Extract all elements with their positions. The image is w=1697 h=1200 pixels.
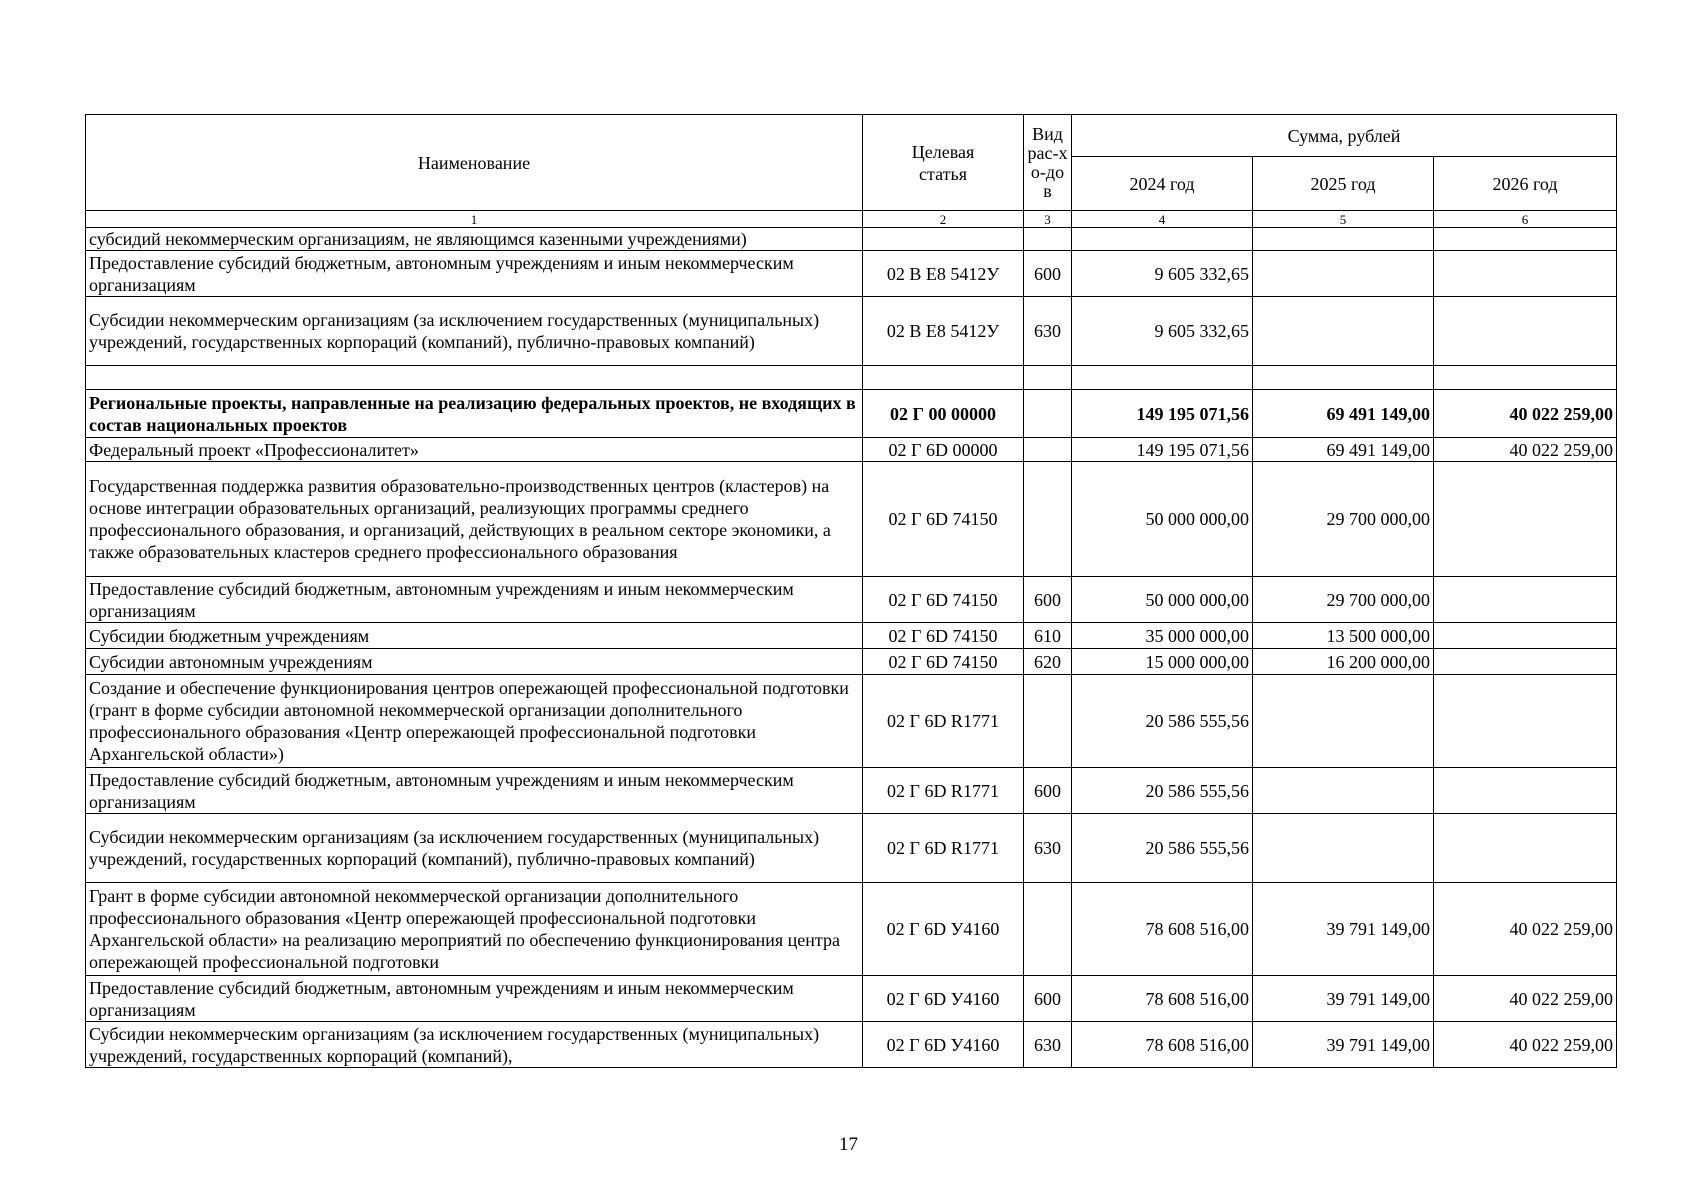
column-numbers-row — [86, 211, 1617, 228]
row-name-cell: Грант в форме субсидии автономной некоммерческой организации дополнительного профессионального образования «Центр опережающей профессиональной подготовки Архангельской области» на реализацию мероприятий по обеспечению функционирования центра опережающей профессиональной подготовки — [86, 883, 863, 976]
row-sum-2025-cell: 39 791 149,00 — [1253, 883, 1434, 976]
row-name-cell: Субсидии некоммерческим организациям (за исключением государственных (муниципальных) учреждений, государственных корпораций (компаний), публично-правовых компаний) — [86, 297, 863, 366]
row-expense-type-cell — [1024, 366, 1072, 390]
row-expense-type-cell — [1024, 438, 1072, 462]
row-expense-type-cell: 630 — [1024, 1022, 1072, 1068]
row-sum-2025-cell: 29 700 000,00 — [1253, 577, 1434, 623]
row-name-cell — [86, 366, 863, 390]
column-number: 2 — [863, 211, 1024, 228]
row-sum-2024-cell: 78 608 516,00 — [1072, 976, 1253, 1022]
row-name-cell: Предоставление субсидий бюджетным, автономным учреждениям и иным некоммерческим организациям — [86, 976, 863, 1022]
table-row — [86, 228, 1617, 251]
table-row — [86, 675, 1617, 768]
row-sum-2025-cell — [1253, 366, 1434, 390]
row-sum-2026-cell — [1434, 297, 1617, 366]
row-expense-type-cell: 610 — [1024, 623, 1072, 649]
table-row — [86, 366, 1617, 390]
column-number: 6 — [1434, 211, 1617, 228]
header-year-2024: 2024 год — [1072, 157, 1253, 211]
row-sum-2024-cell: 9 605 332,65 — [1072, 251, 1253, 297]
row-expense-type-cell — [1024, 390, 1072, 438]
column-number: 3 — [1024, 211, 1072, 228]
row-sum-2026-cell — [1434, 251, 1617, 297]
row-sum-2026-cell — [1434, 649, 1617, 675]
header-year-2026: 2026 год — [1434, 157, 1617, 211]
table-row — [86, 577, 1617, 623]
row-sum-2024-cell: 20 586 555,56 — [1072, 768, 1253, 814]
row-target-article-cell: 02 Г 6D У4160 — [863, 976, 1024, 1022]
row-name-cell: Создание и обеспечение функционирования центров опережающей профессиональной подготовки (грант в форме субсидии автономной некоммерческой организации дополнительного профессионального образования «Центр опережающей профессиональной подготовки Архангельской области») — [86, 675, 863, 768]
row-sum-2024-cell: 50 000 000,00 — [1072, 462, 1253, 577]
row-expense-type-cell: 600 — [1024, 577, 1072, 623]
row-sum-2026-cell — [1434, 768, 1617, 814]
row-target-article-cell: 02 В Е8 5412У — [863, 251, 1024, 297]
row-expense-type-cell: 630 — [1024, 814, 1072, 883]
table-row — [86, 883, 1617, 976]
row-sum-2026-cell: 40 022 259,00 — [1434, 438, 1617, 462]
table-row — [86, 438, 1617, 462]
row-target-article-cell — [863, 228, 1024, 251]
row-sum-2025-cell: 16 200 000,00 — [1253, 649, 1434, 675]
row-sum-2026-cell — [1434, 814, 1617, 883]
row-sum-2025-cell — [1253, 814, 1434, 883]
budget-table — [85, 114, 1617, 1068]
table-row — [86, 297, 1617, 366]
column-number: 4 — [1072, 211, 1253, 228]
row-expense-type-cell — [1024, 883, 1072, 976]
row-sum-2024-cell: 20 586 555,56 — [1072, 814, 1253, 883]
row-sum-2024-cell: 50 000 000,00 — [1072, 577, 1253, 623]
row-sum-2025-cell — [1253, 768, 1434, 814]
row-target-article-cell: 02 Г 00 00000 — [863, 390, 1024, 438]
row-name-cell: Субсидии автономным учреждениям — [86, 649, 863, 675]
row-target-article-cell: 02 Г 6D 00000 — [863, 438, 1024, 462]
row-name-cell: субсидий некоммерческим организациям, не являющимся казенными учреждениями) — [86, 228, 863, 251]
row-target-article-cell: 02 Г 6D 74150 — [863, 462, 1024, 577]
row-sum-2024-cell — [1072, 228, 1253, 251]
row-sum-2025-cell: 29 700 000,00 — [1253, 462, 1434, 577]
row-sum-2024-cell: 78 608 516,00 — [1072, 1022, 1253, 1068]
row-sum-2024-cell: 15 000 000,00 — [1072, 649, 1253, 675]
row-name-cell: Предоставление субсидий бюджетным, автономным учреждениям и иным некоммерческим организациям — [86, 768, 863, 814]
row-sum-2025-cell — [1253, 251, 1434, 297]
row-sum-2024-cell: 20 586 555,56 — [1072, 675, 1253, 768]
row-sum-2026-cell: 40 022 259,00 — [1434, 390, 1617, 438]
row-sum-2024-cell — [1072, 366, 1253, 390]
row-sum-2025-cell: 69 491 149,00 — [1253, 390, 1434, 438]
row-name-cell: Субсидии некоммерческим организациям (за исключением государственных (муниципальных) учреждений, государственных корпораций (компаний), — [86, 1022, 863, 1068]
row-sum-2024-cell: 149 195 071,56 — [1072, 438, 1253, 462]
row-sum-2025-cell — [1253, 297, 1434, 366]
row-target-article-cell: 02 Г 6D 74150 — [863, 649, 1024, 675]
row-expense-type-cell: 620 — [1024, 649, 1072, 675]
row-sum-2025-cell: 13 500 000,00 — [1253, 623, 1434, 649]
row-name-cell: Региональные проекты, направленные на реализацию федеральных проектов, не входящих в состав национальных проектов — [86, 390, 863, 438]
table-row — [86, 976, 1617, 1022]
row-name-cell: Государственная поддержка развития образовательно-производственных центров (кластеров) на основе интеграции образовательных организаций, реализующих программы среднего профессионального образования, и организаций, действующих в реальном секторе экономики, а также образовательных кластеров среднего профессионального образования — [86, 462, 863, 577]
row-expense-type-cell: 600 — [1024, 768, 1072, 814]
table-header — [86, 115, 1617, 228]
row-name-cell: Субсидии некоммерческим организациям (за исключением государственных (муниципальных) учреждений, государственных корпораций (компаний), публично-правовых компаний) — [86, 814, 863, 883]
row-target-article-cell: 02 Г 6D 74150 — [863, 577, 1024, 623]
row-name-cell: Предоставление субсидий бюджетным, автономным учреждениям и иным некоммерческим организациям — [86, 251, 863, 297]
row-sum-2026-cell — [1434, 623, 1617, 649]
column-number: 1 — [86, 211, 863, 228]
row-sum-2026-cell: 40 022 259,00 — [1434, 883, 1617, 976]
row-expense-type-cell: 630 — [1024, 297, 1072, 366]
row-sum-2026-cell — [1434, 366, 1617, 390]
row-target-article-cell: 02 Г 6D У4160 — [863, 883, 1024, 976]
row-target-article-cell — [863, 366, 1024, 390]
row-sum-2025-cell — [1253, 228, 1434, 251]
table-row — [86, 462, 1617, 577]
row-target-article-cell: 02 В Е8 5412У — [863, 297, 1024, 366]
row-expense-type-cell — [1024, 675, 1072, 768]
row-sum-2025-cell: 69 491 149,00 — [1253, 438, 1434, 462]
row-name-cell: Федеральный проект «Профессионалитет» — [86, 438, 863, 462]
header-name: Наименование — [86, 115, 863, 211]
row-sum-2026-cell — [1434, 675, 1617, 768]
row-expense-type-cell — [1024, 462, 1072, 577]
row-target-article-cell: 02 Г 6D 74150 — [863, 623, 1024, 649]
row-sum-2024-cell: 9 605 332,65 — [1072, 297, 1253, 366]
table-row — [86, 251, 1617, 297]
row-sum-2026-cell — [1434, 577, 1617, 623]
row-sum-2025-cell: 39 791 149,00 — [1253, 1022, 1434, 1068]
header-year-2025: 2025 год — [1253, 157, 1434, 211]
row-sum-2026-cell: 40 022 259,00 — [1434, 1022, 1617, 1068]
header-target-article — [863, 115, 1024, 211]
row-sum-2024-cell: 35 000 000,00 — [1072, 623, 1253, 649]
header-code-text: Целевая статья — [911, 141, 975, 184]
page-number: 17 — [839, 1134, 858, 1155]
table-row — [86, 623, 1617, 649]
table-body — [86, 228, 1617, 1068]
row-name-cell: Предоставление субсидий бюджетным, автономным учреждениям и иным некоммерческим организациям — [86, 577, 863, 623]
row-sum-2026-cell: 40 022 259,00 — [1434, 976, 1617, 1022]
row-target-article-cell: 02 Г 6D R1771 — [863, 768, 1024, 814]
row-sum-2025-cell — [1253, 675, 1434, 768]
row-name-cell: Субсидии бюджетным учреждениям — [86, 623, 863, 649]
row-sum-2025-cell: 39 791 149,00 — [1253, 976, 1434, 1022]
row-expense-type-cell — [1024, 228, 1072, 251]
table-row — [86, 768, 1617, 814]
row-sum-2026-cell — [1434, 462, 1617, 577]
header-sum: Сумма, рублей — [1072, 115, 1617, 157]
table-row — [86, 649, 1617, 675]
table-row — [86, 814, 1617, 883]
row-sum-2026-cell — [1434, 228, 1617, 251]
row-sum-2024-cell: 149 195 071,56 — [1072, 390, 1253, 438]
table-row — [86, 390, 1617, 438]
header-vid-text: Вид рас-хо-дов — [1027, 123, 1068, 201]
row-expense-type-cell: 600 — [1024, 251, 1072, 297]
header-expense-type — [1024, 115, 1072, 211]
row-target-article-cell: 02 Г 6D R1771 — [863, 675, 1024, 768]
table-row — [86, 1022, 1617, 1068]
row-sum-2024-cell: 78 608 516,00 — [1072, 883, 1253, 976]
row-target-article-cell: 02 Г 6D У4160 — [863, 1022, 1024, 1068]
row-target-article-cell: 02 Г 6D R1771 — [863, 814, 1024, 883]
column-number: 5 — [1253, 211, 1434, 228]
row-expense-type-cell: 600 — [1024, 976, 1072, 1022]
